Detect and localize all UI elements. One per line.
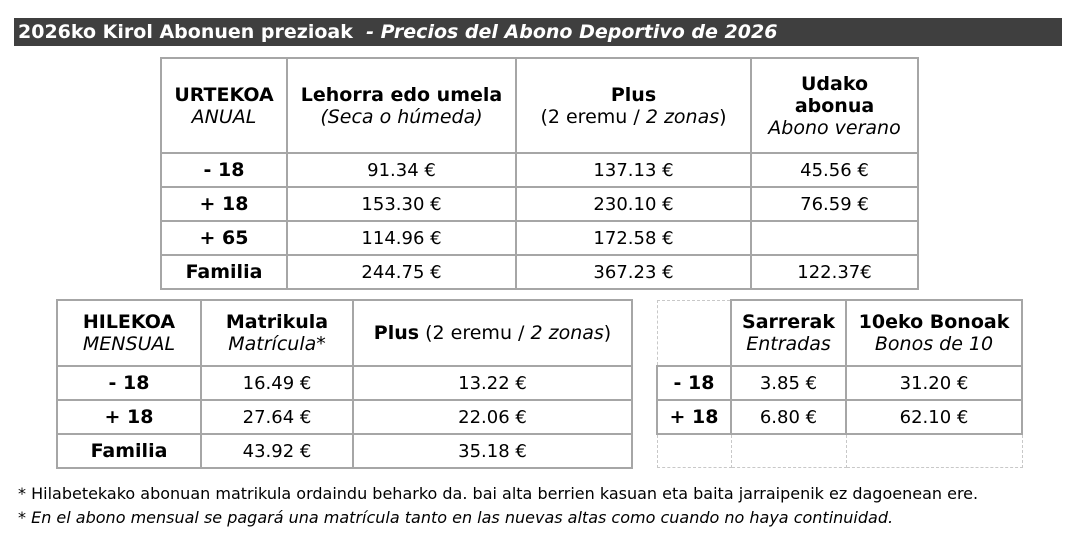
table-row: - 18 3.85 € 31.20 € (657, 366, 1022, 400)
table-row: - 18 16.49 € 13.22 € (57, 366, 632, 400)
entries-header-blank (657, 300, 731, 366)
annual-header-plus: Plus (2 eremu / 2 zonas) (516, 58, 751, 153)
title-spanish: - Precios del Abono Deportivo de 2026 (366, 21, 778, 43)
entries-price-table (656, 299, 1023, 468)
table-row: - 18 91.34 € 137.13 € 45.56 € (161, 153, 918, 187)
table-row: + 65 114.96 € 172.58 € (161, 221, 918, 255)
footnote-basque: * Hilabetekako abonuan matrikula ordaindu beharko da. bai alta berrien kasuan eta baita jarraipenik ez dagoenean ere. (18, 484, 979, 503)
monthly-header-category: HILEKOA MENSUAL (57, 300, 201, 366)
table-row: + 18 27.64 € 22.06 € (57, 400, 632, 434)
footnote-spanish: * En el abono mensual se pagará una matrícula tanto en las nuevas altas como cuando no haya continuidad. (18, 508, 894, 527)
table-row: + 18 153.30 € 230.10 € 76.59 € (161, 187, 918, 221)
empty-row (657, 434, 1022, 468)
monthly-header-plus: Plus (2 eremu / 2 zonas) (353, 300, 632, 366)
annual-header-dry-wet: Lehorra edo umela (Seca o húmeda) (287, 58, 516, 153)
annual-header-row (161, 58, 918, 153)
annual-header-category: URTEKOA ANUAL (161, 58, 287, 153)
page-title (14, 18, 1062, 46)
title-basque: 2026ko Kirol Abonuen prezioak (18, 21, 353, 43)
entries-header-bonos: 10eko Bonoak Bonos de 10 (846, 300, 1022, 366)
entries-header-tickets: Sarrerak Entradas (731, 300, 846, 366)
table-row: Familia 244.75 € 367.23 € 122.37€ (161, 255, 918, 289)
annual-price-table (160, 57, 919, 290)
footnotes (18, 482, 978, 530)
entries-header-row (657, 300, 1022, 366)
monthly-header-registration: Matrikula Matrícula* (201, 300, 353, 366)
table-row: Familia 43.92 € 35.18 € (57, 434, 632, 468)
monthly-price-table (56, 299, 633, 469)
monthly-header-row (57, 300, 632, 366)
table-row: + 18 6.80 € 62.10 € (657, 400, 1022, 434)
annual-header-summer: Udako abonua Abono verano (751, 58, 918, 153)
